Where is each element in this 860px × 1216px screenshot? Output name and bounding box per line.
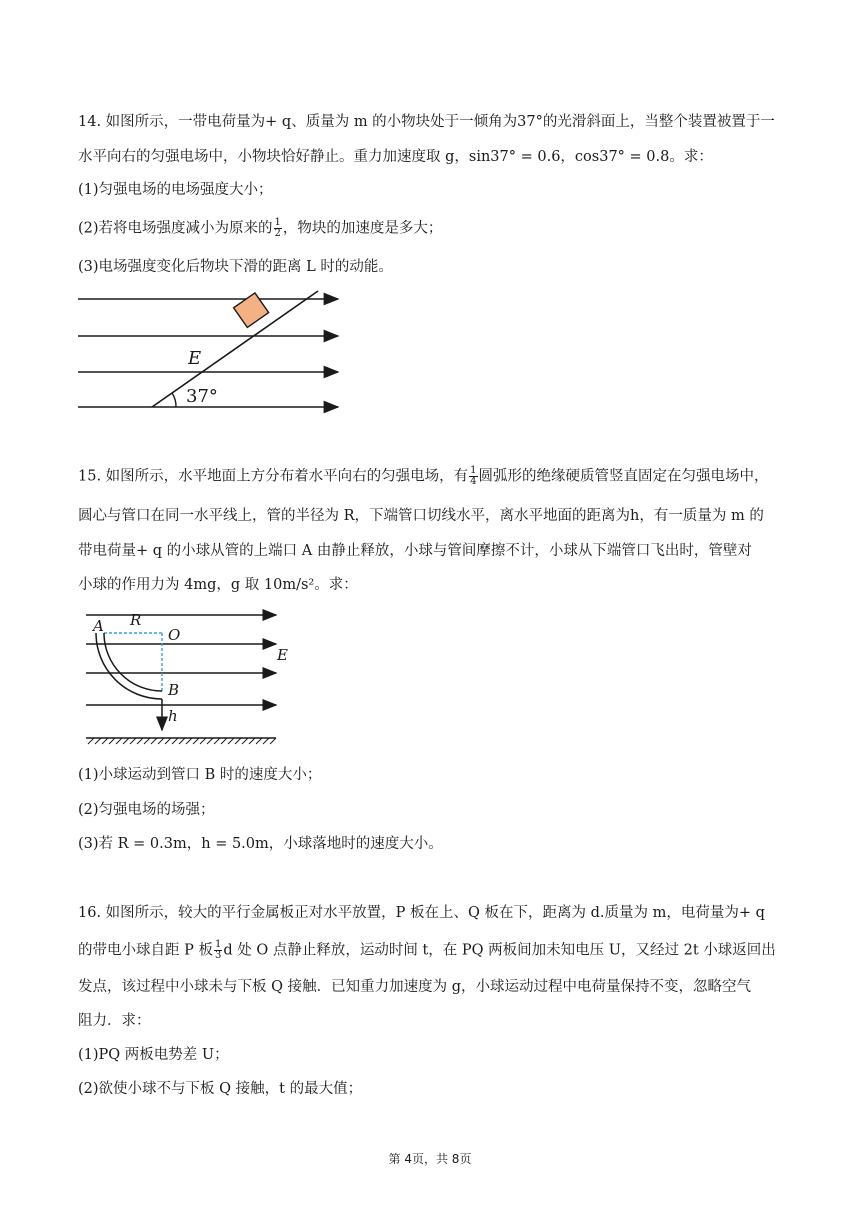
q15-sub3: (3)若 R = 0.3m，h = 5.0m，小球落地时的速度大小。 xyxy=(78,836,443,852)
q14-sub1: (1)匀强电场的电场强度大小； xyxy=(78,182,273,198)
q16-line1: 16. 如图所示，较大的平行金属板正对水平放置，P 板在上、Q 板在下，距离为 d.质量为 m，电荷量为+ q xyxy=(78,905,765,921)
q16-line2-post: d 处 O 点静止释放，运动时间 t，在 PQ 两板间加未知电压 U，又经过 2t 小球返回出 xyxy=(223,942,776,959)
q15-frac-num: 1 xyxy=(470,465,477,476)
label-a: A xyxy=(93,617,104,635)
label-e: E xyxy=(277,646,288,664)
q14-figure xyxy=(76,288,346,418)
label-angle: 37° xyxy=(186,386,218,407)
q14-sub2-post: ，物块的加速度是多大； xyxy=(282,220,443,237)
q15-line2: 圆心与管口在同一水平线上，管的半径为 R，下端管口切线水平，离水平地面的距离为h，有一质量为 m 的 xyxy=(78,508,764,524)
q15-line4: 小球的作用力为 4mg，g 取 10m/s²。求： xyxy=(78,577,358,593)
label-r: R xyxy=(130,611,142,629)
q14-line1: 14. 如图所示，一带电荷量为+ q、质量为 m 的小物块处于一倾角为37°的光滑斜面上，当整个装置被置于一 xyxy=(78,114,775,130)
q16-frac-den: 3 xyxy=(214,950,222,961)
q14-fraction xyxy=(274,218,282,239)
q16-line2-pre: 的带电小球自距 P 板 xyxy=(78,942,213,959)
q16-line2 xyxy=(78,940,784,961)
tube-inner xyxy=(104,633,162,691)
q14-line2: 水平向右的匀强电场中，小物块恰好静止。重力加速度取 g，sin37° = 0.6，cos37° = 0.8。求： xyxy=(78,149,713,165)
q15-fraction xyxy=(469,466,477,487)
q16-line4: 阻力．求： xyxy=(78,1013,151,1029)
q14-sub2 xyxy=(78,218,784,239)
label-b: B xyxy=(168,681,180,699)
q16-sub2: (2)欲使小球不与下板 Q 接触，t 的最大值； xyxy=(78,1081,363,1097)
q16-fraction xyxy=(214,940,222,961)
page-footer: 第 4页，共 8页 xyxy=(388,1152,472,1166)
q14-sub3: (3)电场强度变化后物块下滑的距离 L 时的动能。 xyxy=(78,259,393,275)
q16-sub1: (1)PQ 两板电势差 U； xyxy=(78,1047,229,1063)
q14-frac-den: 2 xyxy=(274,228,281,239)
label-o: O xyxy=(168,626,181,644)
block xyxy=(234,293,269,328)
label-h: h xyxy=(168,707,178,725)
angle-arc xyxy=(172,393,176,407)
tube-outer xyxy=(96,633,162,699)
q15-line1 xyxy=(78,466,784,487)
q15-figure xyxy=(84,606,304,746)
q16-frac-num: 1 xyxy=(214,939,222,950)
label-e: E xyxy=(188,348,202,369)
q16-line3: 发点，该过程中小球未与下板 Q 接触．已知重力加速度为 g，小球运动过程中电荷量保持不变，忽略空气 xyxy=(78,979,751,995)
q15-line1-post: 圆弧形的绝缘硬质管竖直固定在匀强电场中， xyxy=(478,468,769,485)
q15-line3: 带电荷量+ q 的小球从管的上端口 A 由静止释放，小球与管间摩擦不计，小球从下端管口飞出时，管壁对 xyxy=(78,543,752,559)
q15-sub2: (2)匀强电场的场强； xyxy=(78,802,215,818)
q15-frac-den: 4 xyxy=(470,476,477,487)
q15-sub1: (1)小球运动到管口 B 时的速度大小； xyxy=(78,767,322,783)
ground-hatching xyxy=(88,738,276,744)
q14-frac-num: 1 xyxy=(274,217,281,228)
q14-sub2-pre: (2)若将电场强度减小为原来的 xyxy=(78,220,273,237)
q15-line1-pre: 15. 如图所示，水平地面上方分布着水平向右的匀强电场，有 xyxy=(78,468,469,485)
